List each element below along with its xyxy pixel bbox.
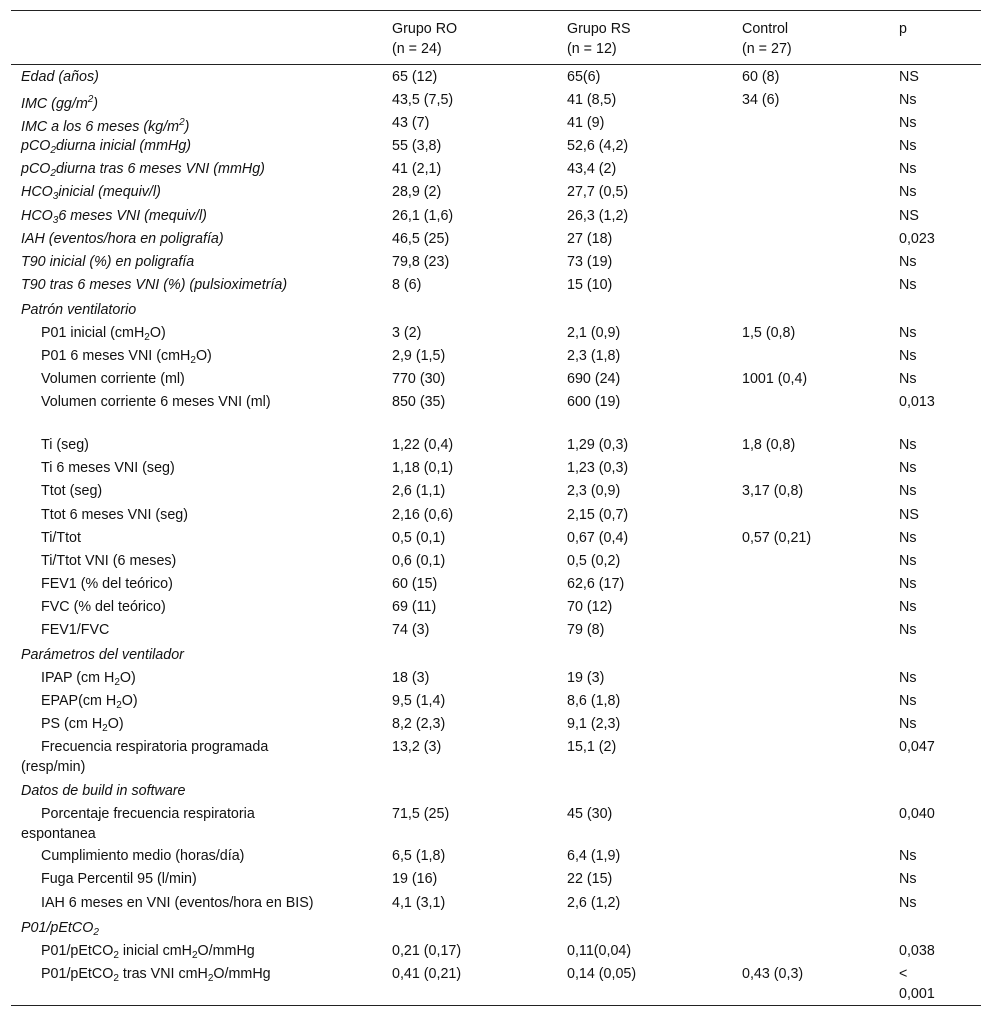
cell-p: Ns bbox=[899, 483, 917, 500]
row-label: $HCO_36$ meses VNI (mequiv/l) bbox=[21, 207, 207, 226]
row-label: IMC $(gg/m^2)$ bbox=[21, 94, 99, 113]
section-heading bbox=[11, 641, 981, 666]
cell-rs: 8,6 (1,8) bbox=[567, 693, 621, 710]
table-row bbox=[11, 962, 981, 1005]
row-label: Volumen corriente 6 meses VNI (ml) bbox=[41, 394, 271, 411]
row-label: EPAP(cm $H_2O$) bbox=[41, 693, 138, 712]
cell-ro: 0,21 (0,17) bbox=[392, 942, 462, 959]
table-row bbox=[11, 433, 981, 456]
cell-p: Ns bbox=[899, 161, 917, 178]
cell-rs: 73 (19) bbox=[567, 253, 613, 270]
cell-ro: 46,5 (25) bbox=[392, 230, 450, 247]
cell-ro: 850 (35) bbox=[392, 394, 446, 411]
row-label: P01 inicial (cmH$_2$O) bbox=[41, 324, 166, 343]
cell-rs: 22 (15) bbox=[567, 871, 613, 888]
table-row bbox=[11, 367, 981, 390]
cell-p: Ns bbox=[899, 848, 917, 865]
cell-p: Ns bbox=[899, 716, 917, 733]
cell-rs: 79 (8) bbox=[567, 621, 605, 638]
cell-p: < 0,001 bbox=[899, 965, 935, 1002]
cell-rs: 43,4 (2) bbox=[567, 161, 617, 178]
cell-rs: 0,14 (0,05) bbox=[567, 965, 637, 982]
table-row bbox=[11, 180, 981, 203]
table-row bbox=[11, 456, 981, 479]
row-label: Ttot (seg) bbox=[41, 483, 103, 500]
table-row bbox=[11, 65, 981, 88]
cell-p: Ns bbox=[899, 437, 917, 454]
row-label: Volumen corriente (ml) bbox=[41, 371, 185, 388]
table-row bbox=[11, 503, 981, 526]
cell-ro: 43,5 (7,5) bbox=[392, 92, 454, 109]
cell-rs: 2,6 (1,2) bbox=[567, 894, 621, 911]
table-row bbox=[11, 321, 981, 344]
cell-ro: 60 (15) bbox=[392, 575, 438, 592]
cell-rs: 19 (3) bbox=[567, 670, 605, 687]
cell-rs: 0,5 (0,2) bbox=[567, 552, 621, 569]
cell-rs: 2,1 (0,9) bbox=[567, 324, 621, 341]
cell-rs: 2,3 (1,8) bbox=[567, 348, 621, 365]
row-label: Porcentaje frecuencia respiratoria espontanea bbox=[21, 806, 255, 843]
cell-ro: 69 (11) bbox=[392, 598, 437, 615]
table-row bbox=[11, 549, 981, 572]
table-row bbox=[11, 867, 981, 890]
cell-p: NS bbox=[899, 69, 919, 85]
cell-p: Ns bbox=[899, 460, 917, 477]
table-row bbox=[11, 250, 981, 273]
cell-rs: 600 (19) bbox=[567, 394, 621, 411]
table-header bbox=[11, 11, 981, 64]
cell-ro: 79,8 (23) bbox=[392, 253, 450, 270]
cell-p: Ns bbox=[899, 529, 917, 546]
row-label: Frecuencia respiratoria programada (resp/min) bbox=[21, 739, 269, 776]
row-label: IAH (eventos/hora en poligrafía) bbox=[21, 230, 224, 247]
cell-rs: 6,4 (1,9) bbox=[567, 848, 621, 865]
cell-ro: 9,5 (1,4) bbox=[392, 693, 446, 710]
header-control: Control (n = 27) bbox=[742, 21, 792, 57]
cell-p: Ns bbox=[899, 253, 917, 270]
cell-ro: 1,22 (0,4) bbox=[392, 437, 454, 454]
cell-ro: 770 (30) bbox=[392, 371, 446, 388]
row-label: Ti/Ttot bbox=[41, 529, 81, 546]
cell-ro: 19 (16) bbox=[392, 871, 438, 888]
cell-rs: 690 (24) bbox=[567, 371, 621, 388]
table-bottom-rule bbox=[11, 1005, 981, 1006]
table-row bbox=[11, 595, 981, 618]
cell-rs: 65(6) bbox=[567, 69, 601, 85]
row-label: P01/pEtCO$_2$ tras VNI cmH$_2$O/mmHg bbox=[41, 965, 271, 984]
row-label: Fuga Percentil 95 (l/min) bbox=[41, 871, 197, 888]
table-row bbox=[11, 572, 981, 595]
table-row bbox=[11, 134, 981, 157]
table-row bbox=[11, 227, 981, 250]
section-label-parametros: Parámetros del ventilador bbox=[21, 647, 184, 664]
cell-rs: 27 (18) bbox=[567, 230, 613, 247]
section-heading bbox=[11, 777, 981, 802]
row-label: Ti (seg) bbox=[41, 437, 89, 454]
cell-ro: 26,1 (1,6) bbox=[392, 207, 454, 224]
cell-rs: 0,67 (0,4) bbox=[567, 529, 629, 546]
cell-rs: 15,1 (2) bbox=[567, 739, 617, 756]
table-row bbox=[11, 88, 981, 111]
cell-ro: 4,1 (3,1) bbox=[392, 894, 446, 911]
cell-ro: 8 (6) bbox=[392, 276, 422, 293]
cell-p: Ns bbox=[899, 871, 917, 888]
section-label-p01: P01/pEtCO$_2$ bbox=[21, 919, 99, 938]
cell-control: 1,8 (0,8) bbox=[742, 437, 796, 454]
row-label: Cumplimiento medio (horas/día) bbox=[41, 848, 245, 865]
row-label: IMC a los 6 meses $(kg/m^2)$ bbox=[21, 117, 190, 136]
cell-rs: 52,6 (4,2) bbox=[567, 138, 629, 155]
section-label-datos: Datos de build in software bbox=[21, 783, 186, 800]
cell-p: Ns bbox=[899, 552, 917, 569]
cell-control: 1001 (0,4) bbox=[742, 371, 808, 388]
cell-ro: 65 (12) bbox=[392, 69, 438, 85]
row-label: Edad (años) bbox=[21, 69, 99, 85]
cell-p: 0,047 bbox=[899, 739, 935, 756]
table-row bbox=[11, 157, 981, 180]
cell-ro: 74 (3) bbox=[392, 621, 430, 638]
cell-ro: 18 (3) bbox=[392, 670, 430, 687]
cell-ro: 6,5 (1,8) bbox=[392, 848, 446, 865]
row-label: Ti/Ttot VNI (6 meses) bbox=[41, 552, 177, 569]
cell-control: 0,57 (0,21) bbox=[742, 529, 812, 546]
table-row bbox=[11, 689, 981, 712]
cell-rs: 26,3 (1,2) bbox=[567, 207, 629, 224]
table-row bbox=[11, 479, 981, 502]
row-label: IAH 6 meses en VNI (eventos/hora en BIS) bbox=[41, 894, 314, 911]
cell-rs: 2,15 (0,7) bbox=[567, 506, 629, 523]
cell-rs: 41 (8,5) bbox=[567, 92, 617, 109]
table-row bbox=[11, 390, 981, 433]
section-heading bbox=[11, 296, 981, 321]
cell-p: Ns bbox=[899, 348, 917, 365]
cell-rs: 27,7 (0,5) bbox=[567, 184, 629, 201]
cell-ro: 13,2 (3) bbox=[392, 739, 442, 756]
cell-rs: 41 (9) bbox=[567, 115, 605, 132]
cell-control: 60 (8) bbox=[742, 69, 780, 85]
cell-p: NS bbox=[899, 207, 919, 224]
cell-ro: 0,41 (0,21) bbox=[392, 965, 462, 982]
cell-control: 1,5 (0,8) bbox=[742, 324, 796, 341]
cell-ro: 8,2 (2,3) bbox=[392, 716, 446, 733]
row-label: PS (cm $H_2O$) bbox=[41, 716, 124, 735]
cell-p: Ns bbox=[899, 371, 917, 388]
section-label-patron: Patrón ventilatorio bbox=[21, 301, 137, 318]
row-label: FEV1/FVC bbox=[41, 621, 110, 638]
row-label: pCO$_2$diurna inicial (mmHg) bbox=[21, 138, 192, 157]
cell-ro: 2,16 (0,6) bbox=[392, 506, 454, 523]
row-label: T90 inicial (%) en poligrafía bbox=[21, 253, 195, 270]
cell-ro: 43 (7) bbox=[392, 115, 430, 132]
cell-p: Ns bbox=[899, 138, 917, 155]
table-row bbox=[11, 618, 981, 641]
cell-ro: 2,9 (1,5) bbox=[392, 348, 446, 365]
cell-control: 34 (6) bbox=[742, 92, 780, 109]
cell-rs: 15 (10) bbox=[567, 276, 613, 293]
cell-p: Ns bbox=[899, 115, 917, 132]
cell-rs: 70 (12) bbox=[567, 598, 613, 615]
table-row bbox=[11, 111, 981, 134]
row-label: T90 tras 6 meses VNI (%) (pulsioximetría) bbox=[21, 276, 288, 293]
row-label: FEV1 (% del teórico) bbox=[41, 575, 173, 592]
cell-p: 0,013 bbox=[899, 394, 935, 411]
cell-p: Ns bbox=[899, 324, 917, 341]
cell-p: Ns bbox=[899, 598, 917, 615]
row-label: FVC (% del teórico) bbox=[41, 598, 166, 615]
row-label: $HCO_3inicial$ (mequiv/l) bbox=[21, 184, 161, 203]
cell-p: Ns bbox=[899, 621, 917, 638]
row-label: Ti 6 meses VNI (seg) bbox=[41, 460, 175, 477]
row-label: P01 6 meses VNI (cmH$_2$O) bbox=[41, 348, 212, 367]
cell-p: Ns bbox=[899, 894, 917, 911]
cell-p: Ns bbox=[899, 92, 917, 109]
cell-rs: 2,3 (0,9) bbox=[567, 483, 621, 500]
table-row bbox=[11, 666, 981, 689]
header-grupo-rs: Grupo RS (n = 12) bbox=[567, 21, 631, 57]
header-p: p bbox=[899, 21, 907, 37]
cell-p: Ns bbox=[899, 575, 917, 592]
cell-control: 3,17 (0,8) bbox=[742, 483, 804, 500]
table-row bbox=[11, 802, 981, 844]
cell-p: Ns bbox=[899, 670, 917, 687]
cell-p: Ns bbox=[899, 276, 917, 293]
header-grupo-ro: Grupo RO (n = 24) bbox=[392, 21, 458, 57]
cell-p: 0,038 bbox=[899, 942, 935, 959]
table-row bbox=[11, 939, 981, 962]
cell-ro: 3 (2) bbox=[392, 324, 422, 341]
cell-rs: 45 (30) bbox=[567, 806, 613, 823]
cell-ro: 28,9 (2) bbox=[392, 184, 442, 201]
cell-p: 0,040 bbox=[899, 806, 935, 823]
cell-rs: 9,1 (2,3) bbox=[567, 716, 621, 733]
cell-ro: 2,6 (1,1) bbox=[392, 483, 446, 500]
section-heading bbox=[11, 914, 981, 939]
table-row bbox=[11, 712, 981, 735]
table-row bbox=[11, 844, 981, 867]
cell-ro: 0,6 (0,1) bbox=[392, 552, 446, 569]
table-row bbox=[11, 273, 981, 296]
row-label: pCO$_2$diurna tras 6 meses VNI (mmHg) bbox=[21, 161, 265, 180]
table-row bbox=[11, 344, 981, 367]
cell-p: Ns bbox=[899, 184, 917, 201]
row-label: P01/pEtCO$_2$ inicial cmH$_2$O/mmHg bbox=[41, 942, 255, 961]
cell-ro: 71,5 (25) bbox=[392, 806, 450, 823]
cell-ro: 0,5 (0,1) bbox=[392, 529, 446, 546]
row-label: IPAP (cm $H_2O$) bbox=[41, 670, 136, 689]
cell-control: 0,43 (0,3) bbox=[742, 965, 804, 982]
cell-rs: 1,29 (0,3) bbox=[567, 437, 629, 454]
table-row bbox=[11, 891, 981, 914]
cell-p: NS bbox=[899, 506, 919, 523]
cell-rs: 1,23 (0,3) bbox=[567, 460, 629, 477]
table-row bbox=[11, 735, 981, 777]
cell-rs: 0,11(0,04) bbox=[567, 942, 632, 959]
cell-p: 0,023 bbox=[899, 230, 935, 247]
row-label: Ttot 6 meses VNI (seg) bbox=[41, 506, 188, 523]
table-row bbox=[11, 526, 981, 549]
cell-p: Ns bbox=[899, 693, 917, 710]
cell-ro: 41 (2,1) bbox=[392, 161, 442, 178]
table-row bbox=[11, 204, 981, 227]
cell-ro: 1,18 (0,1) bbox=[392, 460, 454, 477]
cell-ro: 55 (3,8) bbox=[392, 138, 442, 155]
results-table bbox=[11, 10, 981, 1006]
cell-rs: 62,6 (17) bbox=[567, 575, 625, 592]
